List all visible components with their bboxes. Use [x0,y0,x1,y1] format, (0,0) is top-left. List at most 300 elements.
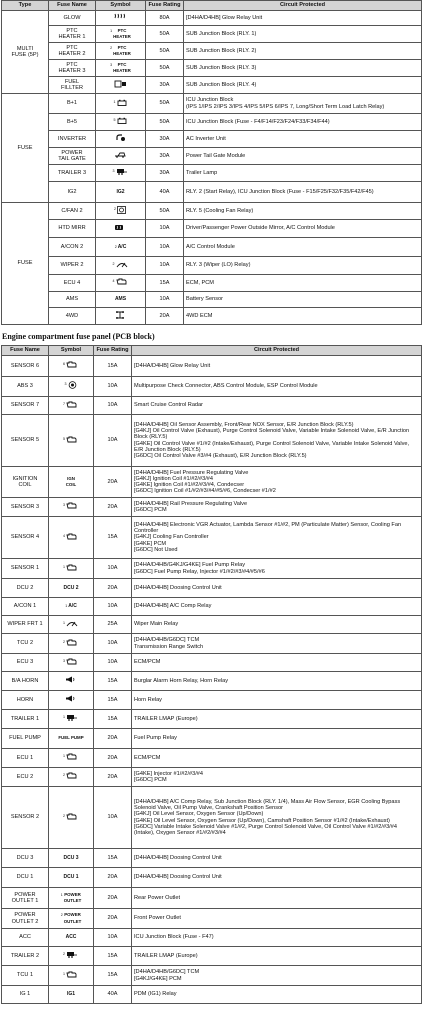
table-row [2,947,422,966]
header-fuse-rating: Fuse Rating [146,1,184,11]
symbol-cell [49,467,94,498]
circuit-protected: [D4HA/D4HB/G6DC] TCM Transmission Range Switch [132,634,422,654]
fuse-name: INVERTER [49,131,96,148]
table-row [2,749,422,768]
engine-icon [66,753,78,762]
symbol-cell [96,114,146,131]
fuse-name: ECU 3 [2,654,49,672]
circuit-protected: [D4HA/D4HB] Doosing Control Unit [132,868,422,888]
table-row [2,26,422,43]
circuit-protected: AC Inverter Unit [184,131,422,148]
fuse-name: PTC HEATER 3 [49,60,96,77]
fuse-name: TRAILER 3 [49,165,96,182]
symbol-index: 2 [63,952,65,957]
fuse-rating: 20A [94,909,132,929]
table-row [2,43,422,60]
fuse-name: AMS [49,292,96,308]
symbol-index: 3 [63,503,65,508]
circuit-protected: Battery Sensor [184,292,422,308]
fuse-name: POWER OUTLET 1 [2,888,49,909]
symbol-cell [49,787,94,849]
symbol-cell [49,966,94,986]
table-row [2,598,422,616]
fuse-rating: 10A [94,654,132,672]
fuse-rating: 10A [94,559,132,579]
table-row [2,966,422,986]
symbol-cell [96,165,146,182]
table-row [2,292,422,308]
fuse-rating: 50A [146,26,184,43]
fuse-rating: 15A [146,275,184,292]
horn-icon [65,695,76,704]
symbol-index: 1 [65,604,68,609]
header-fuse-name: Fuse Name [49,1,96,11]
fuse-name: PTC HEATER 2 [49,43,96,60]
engine-icon [66,639,78,648]
fuse-name: ECU 1 [2,749,49,768]
circuit-protected: [D4HA/D4HB/G6DC] TCM [G4KJ/G4KE] PCM [132,966,422,986]
symbol-cell [96,26,146,43]
symbol-cell [49,517,94,559]
header-type: Type [2,1,49,11]
circuit-protected: Multipurpose Check Connector, ABS Control Module, ESP Control Module [132,377,422,397]
fuse-name: DCU 1 [2,868,49,888]
battery-icon [117,117,127,126]
fuse-rating: 10A [146,292,184,308]
circuit-protected: RLY. 3 (Wiper (LO) Relay) [184,257,422,275]
circuit-protected: Wiper Main Relay [132,616,422,634]
table-row [2,849,422,868]
engine-icon [66,564,78,573]
symbol-cell [49,579,94,598]
fuse-name: POWER TAIL GATE [49,148,96,165]
circuit-protected: 4WD ECM [184,308,422,325]
fuse-name: SENSOR 2 [2,787,49,849]
engine-icon [66,361,78,370]
circuit-protected: Rear Power Outlet [132,888,422,909]
symbol-cell [96,43,146,60]
symbol-text: IG2 [116,188,125,195]
symbol-index: 2 [63,813,65,818]
table-row [2,909,422,929]
table-row [2,467,422,498]
engine-icon [66,502,78,511]
engine-icon [66,401,78,410]
fuse-rating: 15A [94,356,132,377]
table-row [2,257,422,275]
table-row [2,11,422,26]
symbol-cell [49,888,94,909]
fuse-rating: 30A [146,131,184,148]
fuse-rating: 20A [146,308,184,325]
fuse-rating: 10A [94,377,132,397]
symbol-text: ACC [65,934,77,941]
symbol-cell [96,94,146,114]
symbol-index: 2 [60,913,63,918]
symbol-cell [49,498,94,517]
fuse-rating: 10A [94,397,132,415]
fuse-name: WIPER FRT 1 [2,616,49,634]
fuse-rating: 30A [146,165,184,182]
symbol-cell [96,148,146,165]
cooling-fan-icon [117,206,126,216]
table-row [2,182,422,203]
symbol-index: 1 [63,564,65,569]
table-row [2,654,422,672]
fuse-rating: 15A [94,966,132,986]
table-row [2,517,422,559]
symbol-cell [49,616,94,634]
symbol-cell [49,415,94,467]
fuse-rating: 20A [94,579,132,598]
symbol-cell [96,308,146,325]
symbol-index: 7 [63,401,65,406]
symbol-cell [96,220,146,238]
fuse-rating: 80A [146,11,184,26]
symbol-cell [96,60,146,77]
fuse-name: WIPER 2 [49,257,96,275]
fuse-name: DCU 3 [2,849,49,868]
fuse-name: FUEL PUMP [2,729,49,749]
symbol-text: PTC HEATER [113,61,131,73]
fuse-name: TCU 1 [2,966,49,986]
wiper-icon [66,620,78,629]
circuit-protected: [D4HA/D4HB/G4KJ/G4KE] Fuel Pump Relay [G6DC] Fuel Pump Relay, Injector #1/#2/#3/#4/#5/#6 [132,559,422,579]
fuse-rating: 20A [94,749,132,768]
symbol-cell [49,377,94,397]
horn-icon [65,676,76,685]
fuel-filter-icon [114,80,127,90]
engine-icon [116,278,128,287]
circuit-protected: [D4HA/D4HB] Doosing Control Unit [132,849,422,868]
symbol-cell [49,986,94,1004]
fuse-rating: 25A [94,616,132,634]
circuit-protected: [D4HA/D4HB] Rail Pressure Regulating Valve [G6DC] PCM [132,498,422,517]
table-row [2,888,422,909]
circuit-protected: SUB Junction Block (RLY. 3) [184,60,422,77]
symbol-cell [49,397,94,415]
symbol-text: PTC HEATER [113,27,131,39]
fuse-rating: 20A [94,729,132,749]
circuit-protected: Horn Relay [132,691,422,710]
fuse-rating: 15A [94,691,132,710]
fuse-name: FUEL FILLTER [49,77,96,94]
abs-icon [68,381,77,391]
symbol-cell [49,909,94,929]
symbol-index: 3 [112,169,115,174]
circuit-protected: TRAILER LMAP (Europe) [132,947,422,966]
symbol-index: 1 [63,754,65,759]
fuse-rating: 10A [146,238,184,257]
circuit-protected: ECM, PCM [184,275,422,292]
fuse-rating: 15A [94,947,132,966]
symbol-cell [49,929,94,947]
circuit-protected: ECM/PCM [132,749,422,768]
fuse-rating: 15A [94,710,132,729]
table-row [2,579,422,598]
fuse-name: SENSOR 1 [2,559,49,579]
symbol-index: 4 [112,279,115,284]
circuit-protected: Smart Cruise Control Radar [132,397,422,415]
symbol-index: 2 [63,773,65,778]
fuse-name: DCU 2 [2,579,49,598]
fuse-rating: 10A [146,220,184,238]
header-fuse-name: Fuse Name [2,346,49,356]
symbol-index: 2 [114,244,117,249]
symbol-cell [49,672,94,691]
symbol-index: 2 [110,45,113,50]
circuit-protected: [D4HA/D4HB] Glow Relay Unit [184,11,422,26]
symbol-cell [49,691,94,710]
symbol-text: IG1 [66,991,76,998]
circuit-protected: Power Tail Gate Module [184,148,422,165]
symbol-index: 1 [113,99,116,104]
table-row [2,114,422,131]
fuse-rating: 50A [146,94,184,114]
symbol-cell [49,654,94,672]
symbol-cell [49,849,94,868]
fuse-name: 4WD [49,308,96,325]
circuit-protected: ICU Junction Block (IPS 1/IPS 2/IPS 3/IPS 4/IPS 5/IPS 6/IPS 7, Long/Short Term Load Latch Relay) [184,94,422,114]
symbol-cell [49,634,94,654]
table-row [2,165,422,182]
header-fuse-rating: Fuse Rating [94,346,132,356]
wiper-icon [116,261,128,270]
symbol-text: A/C [117,243,127,250]
circuit-protected: [D4HA/D4HB] Glow Relay Unit [132,356,422,377]
symbol-text: DCU 1 [63,874,79,881]
symbol-cell [96,275,146,292]
table-row [2,415,422,467]
circuit-protected: TRAILER LMAP (Europe) [132,710,422,729]
fuse-name: TRAILER 1 [2,710,49,729]
table-row [2,787,422,849]
circuit-protected: RLY. 2 (Start Relay), ICU Junction Block (Fuse - F15/F25/F32/F35/F42/F45) [184,182,422,203]
table-row [2,238,422,257]
glow-plug-icon [114,13,126,22]
table-row [2,559,422,579]
table-row [2,868,422,888]
fuse-name: POWER OUTLET 2 [2,909,49,929]
table-row [2,672,422,691]
fuse-rating: 40A [146,182,184,203]
symbol-cell [49,947,94,966]
fuse-table-main [1,0,422,325]
fuse-name: C/FAN 2 [49,203,96,220]
inverter-icon [115,134,126,144]
section-title: Engine compartment fuse panel (PCB block) [2,332,155,341]
symbol-index: 1 [63,715,65,720]
fuse-name: B+5 [49,114,96,131]
fuse-rating: 15A [94,672,132,691]
circuit-protected: SUB Junction Block (RLY. 4) [184,77,422,94]
fuse-name: HORN [2,691,49,710]
fuse-rating: 15A [94,517,132,559]
circuit-protected: Burglar Alarm Horn Relay, Horn Relay [132,672,422,691]
symbol-text: DCU 2 [63,584,79,591]
symbol-cell [49,356,94,377]
circuit-protected: Driver/Passenger Power Outside Mirror, A/C Control Module [184,220,422,238]
table-row [2,77,422,94]
symbol-index: 2 [112,261,115,266]
table-row [2,131,422,148]
table-row [2,929,422,947]
symbol-text: DCU 3 [63,854,79,861]
circuit-protected: RLY. 5 (Cooling Fan Relay) [184,203,422,220]
symbol-index: 2 [114,206,116,211]
circuit-protected: [D4HA/D4HB] A/C Comp Relay, Sub Junction Block (RLY. 1/4), Mass Air Flow Sensor, EGR Cooling Bypass Solenoid Valve, Oil Pump Valve, Crankshaft Position Sensor [G4KJ] Oil Level Sensor, Oxygen Sensor (Up/Down) [G4KE] Oil Level Sensor, Oxygen Sensor (Up/Down), Camshaft Position Sensor #1/#2 (Intake/Exhaust) [G6DC] Variable Intake Solenoid Valve #1/#2, Purge Control Solenoid Valve, Oil Control Valve #1/#2/#3/#4 (Intake), Oxygen Sensor #1/#2/#3/#4 [132,787,422,849]
fuse-rating: 20A [94,498,132,517]
fuse-rating: 10A [94,598,132,616]
fuse-rating: 20A [94,888,132,909]
engine-icon [66,658,78,667]
fuse-name: ACC [2,929,49,947]
table-row [2,729,422,749]
symbol-text: IGN COIL [65,475,77,487]
heated-mirror-icon [114,224,126,233]
fuse-rating: 10A [94,787,132,849]
fuse-rating: 10A [94,634,132,654]
symbol-index: 5 [113,118,116,123]
table-row [2,616,422,634]
table-row [2,768,422,787]
symbol-index: 1 [110,28,113,33]
fuse-type: FUSE [2,203,49,325]
engine-icon [66,971,78,980]
symbol-cell [49,559,94,579]
fuse-rating: 10A [94,929,132,947]
fuse-type: MULTI FUSE (5P) [2,11,49,94]
symbol-cell [49,729,94,749]
fuse-name: GLOW [49,11,96,26]
fuse-name: HTD MIRR [49,220,96,238]
trailer-icon [116,168,128,177]
fuse-name: B+1 [49,94,96,114]
symbol-index: 1 [63,620,65,625]
fuse-name: ABS 3 [2,377,49,397]
table-row [2,498,422,517]
circuit-protected: ICU Junction Block (Fuse - F47) [132,929,422,947]
table-row [2,60,422,77]
symbol-index: 3 [110,62,113,67]
symbol-cell [49,598,94,616]
fuse-rating: 10A [146,257,184,275]
trailer-icon [66,714,78,723]
fuse-name: IGNITION COIL [2,467,49,498]
fuse-name: SENSOR 3 [2,498,49,517]
symbol-index: 6 [63,362,65,367]
circuit-protected: A/C Control Module [184,238,422,257]
circuit-protected: Trailer Lamp [184,165,422,182]
symbol-cell [49,768,94,787]
symbol-text: FUEL PUMP [58,735,84,741]
table-row [2,691,422,710]
symbol-cell [96,257,146,275]
table-row [2,397,422,415]
fuse-name: SENSOR 7 [2,397,49,415]
symbol-index: 5 [63,436,65,441]
engine-icon [66,813,78,822]
fuse-name: SENSOR 5 [2,415,49,467]
circuit-protected: Fuel Pump Relay [132,729,422,749]
table-row [2,275,422,292]
table-row [2,356,422,377]
fuse-rating: 30A [146,148,184,165]
engine-icon [66,772,78,781]
fuse-rating: 50A [146,43,184,60]
table-row [2,94,422,114]
symbol-cell [96,238,146,257]
fuse-rating: 20A [94,768,132,787]
symbol-cell [96,131,146,148]
symbol-text: POWER OUTLET [63,912,82,924]
header-circuit-protected: Circuit Protected [132,346,422,356]
fuse-name: A/CON 2 [49,238,96,257]
table-row [2,308,422,325]
symbol-index: 3 [64,382,67,387]
fuse-rating: 40A [94,986,132,1004]
symbol-cell [49,868,94,888]
symbol-cell [96,203,146,220]
fuse-rating: 50A [146,114,184,131]
table-row [2,377,422,397]
circuit-protected: [D4HA/D4HB] Doosing Control Unit [132,579,422,598]
symbol-index: 4 [63,533,65,538]
circuit-protected: SUB Junction Block (RLY. 2) [184,43,422,60]
symbol-text: A/C [68,603,77,610]
table-row [2,710,422,729]
fuse-rating: 20A [94,467,132,498]
fuse-name: TCU 2 [2,634,49,654]
symbol-index: 1 [60,892,63,897]
trailer-icon [66,951,78,960]
fuse-rating: 20A [94,868,132,888]
fuse-table-pcb [1,345,422,1004]
header-symbol: Symbol [96,1,146,11]
battery-icon [117,99,127,108]
table-row [2,634,422,654]
fuse-name: ECU 4 [49,275,96,292]
header-circuit-protected: Circuit Protected [184,1,422,11]
circuit-protected: [G4KE] Injector #1/#2/#3/#4 [G6DC] PCM [132,768,422,787]
circuit-protected: [D4HA/D4HB] Fuel Pressure Regulating Valve [G4KJ] Ignition Coil #1/#2/#3/#4 [G4KE] Ignition Coil #1/#2/#3/#4, Condecser [G6DC] Ignition Coil #1/#2/#3/#4/#5/#6, Condecser #1/#2 [132,467,422,498]
fuse-name: PTC HEATER 1 [49,26,96,43]
symbol-index: 3 [63,658,65,663]
symbol-cell [96,11,146,26]
fuse-name: SENSOR 6 [2,356,49,377]
fuse-rating: 50A [146,203,184,220]
symbol-text: PTC HEATER [113,44,131,56]
symbol-index: 1 [63,971,65,976]
fuse-name: B/A HORN [2,672,49,691]
symbol-cell [49,710,94,729]
table-row [2,148,422,165]
circuit-protected: [D4HA/D4HB] A/C Comp Relay [132,598,422,616]
circuit-protected: [D4HA/D4HB] Electronic VGR Actuator, Lambda Sensor #1/#2, PM (Particulate Matter) Sensor, Cooling Fan Controller [G4KJ] Cooling Fan Controller [G4KE] PCM [G6DC] Not Used [132,517,422,559]
fuse-name: SENSOR 4 [2,517,49,559]
fuse-rating: 10A [94,415,132,467]
symbol-text: AMS [114,296,127,303]
circuit-protected: ECM/PCM [132,654,422,672]
table-row [2,986,422,1004]
fuse-rating: 15A [94,849,132,868]
fuse-name: A/CON 1 [2,598,49,616]
circuit-protected: ICU Junction Block (Fuse - F4/F14/F23/F24/F33/F34/F44) [184,114,422,131]
circuit-protected: [D4HA/D4HB] Oil Sensor Assembly, Front/Rear NOX Sensor, E/R Junction Block (RLY.5) [G4KJ] Oil Control Valve (Exhaust), Purge Control Solenoid Valve, Variable Intake Solenoid Valve, E/R Junction Block (RLY.5) [G4KE] Oil Control Valve #1/#2 (Intake/Exhaust), Purge Control Solenoid Valve, Variable Intake Solenoid Valve, E/R Junction Block (RLY.5) [G6DC] Oil Control Valve #3/#4 (Exhaust), E/R Junction Block (RLY.5) [132,415,422,467]
circuit-protected: SUB Junction Block (RLY. 1) [184,26,422,43]
fuse-name: TRAILER 2 [2,947,49,966]
symbol-cell [96,292,146,308]
